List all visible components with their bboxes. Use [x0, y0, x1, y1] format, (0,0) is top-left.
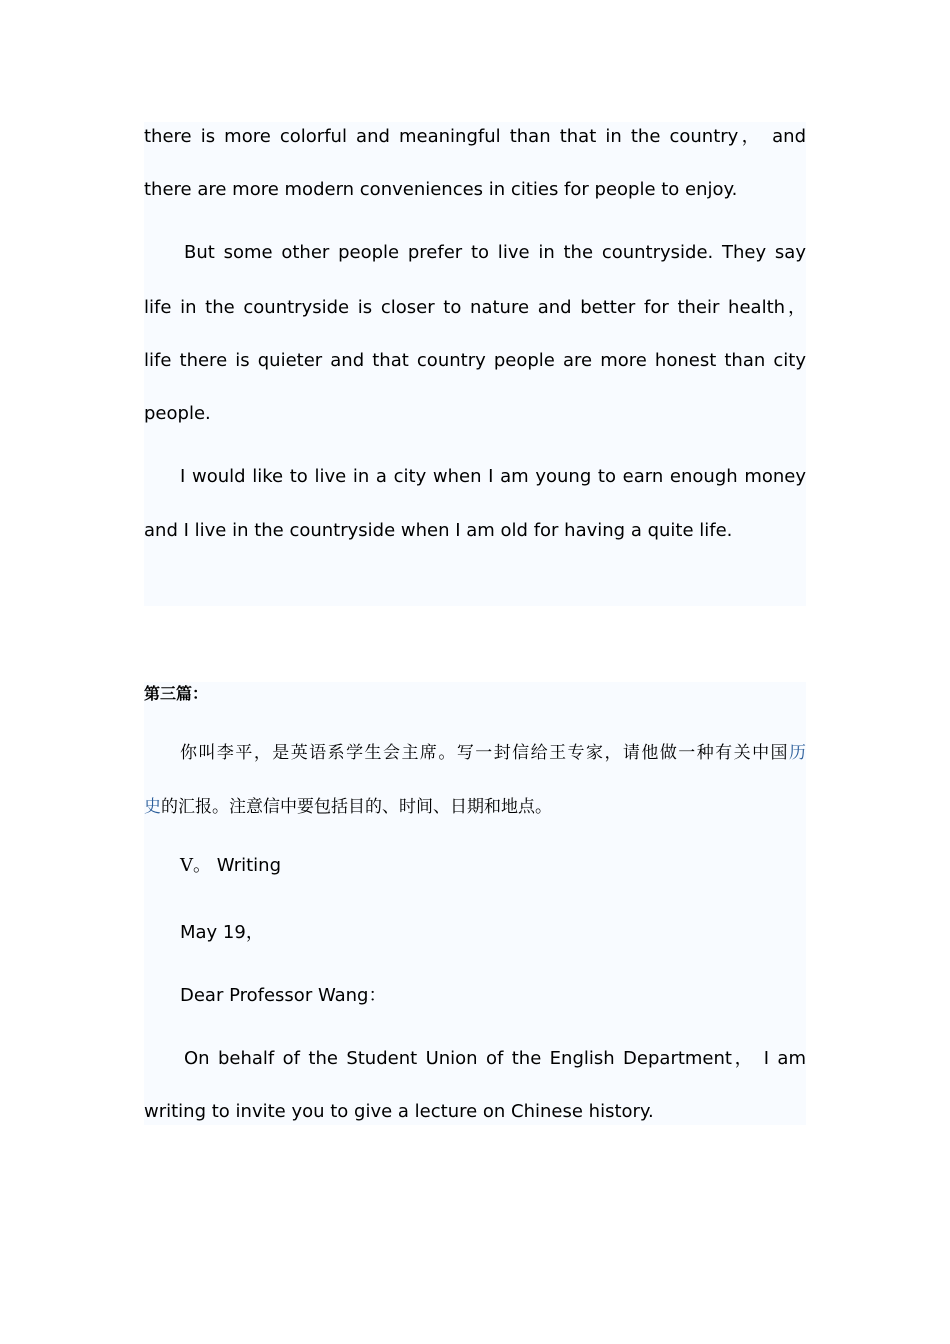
essay-two-paragraph-3-line-2: and I live in the countryside when I am old for having a quite life. — [144, 520, 733, 541]
essay-two-block — [144, 122, 806, 606]
section-label: Writing — [211, 855, 282, 876]
section-heading — [180, 851, 806, 881]
essay-two-paragraph-2-line-2: life in the countryside is closer to nature and better for their health， — [144, 297, 806, 318]
letter-body-line-1: On behalf of the Student Union of the English Department， I am — [184, 1048, 806, 1069]
essay-two-paragraph-2-line-3: life there is quieter and that country people are more honest than city — [144, 350, 806, 371]
history-link-part-2[interactable]: 史 — [144, 797, 161, 817]
essay-two-paragraph-2-line-1: But some other people prefer to live in the countryside. They say — [184, 242, 806, 263]
essay-two-paragraph-3-line-1: I would like to live in a city when I am young to earn enough money — [180, 466, 806, 487]
essay-three-prompt-line-2 — [144, 792, 806, 822]
essay-three-heading: 第三篇： — [144, 684, 209, 703]
section-numeral: Ⅴ。 — [180, 855, 211, 876]
letter-body-line-2: writing to invite you to give a lecture on Chinese history. — [144, 1101, 654, 1122]
history-link-part-1[interactable]: 历 — [789, 743, 806, 763]
essay-three-prompt-line-1 — [180, 738, 806, 768]
prompt-text: 的汇报。注意信中要包括目的、时间、日期和地点。 — [161, 797, 552, 817]
essay-two-paragraph-2-line-4: people. — [144, 403, 211, 424]
essay-two-paragraph-1-line-2: there are more modern conveniences in cities for people to enjoy. — [144, 179, 738, 200]
letter-salutation: Dear Professor Wang： — [180, 985, 387, 1006]
essay-two-paragraph-1-line-1: there is more colorful and meaningful than that in the country， and — [144, 126, 806, 147]
prompt-text: 你叫李平，是英语系学生会主席。写一封信给王专家，请他做一种有关中国 — [180, 743, 789, 763]
essay-three-block — [144, 682, 806, 1125]
letter-date: May 19， — [180, 922, 264, 943]
